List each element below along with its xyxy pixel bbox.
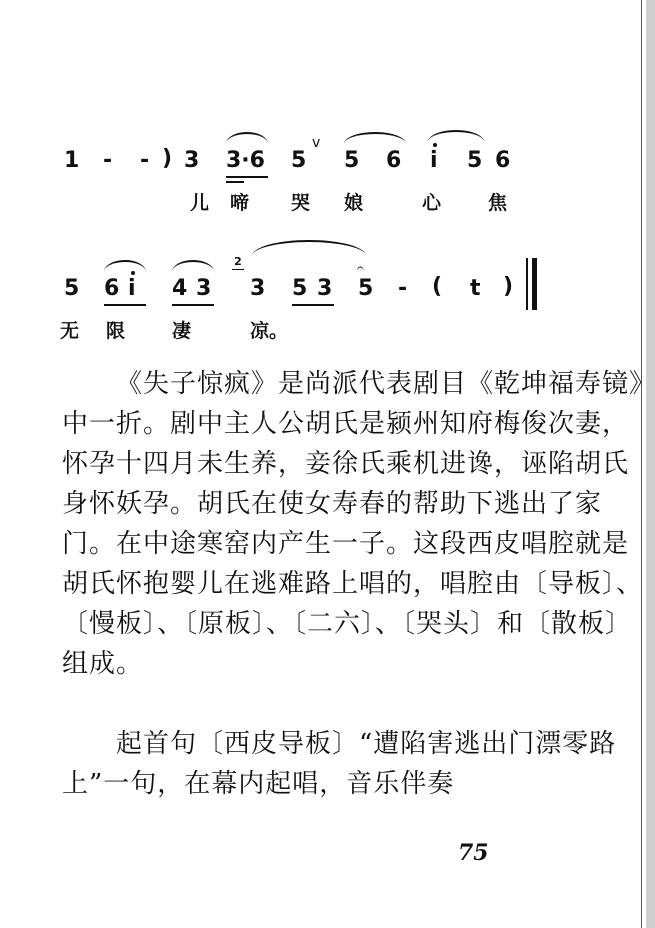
fermata-icon: 𝄐 bbox=[357, 261, 364, 275]
lyric: 哭 bbox=[291, 192, 311, 214]
note-group: 3·6 bbox=[226, 148, 265, 173]
note: 5 bbox=[291, 148, 307, 173]
slur bbox=[226, 132, 268, 144]
high-octave-dot bbox=[433, 143, 437, 147]
note: 5 bbox=[64, 276, 80, 301]
lyric: 凄 bbox=[172, 320, 192, 342]
breath-mark: v bbox=[312, 135, 321, 151]
note: 5 bbox=[467, 148, 483, 173]
grace-underline bbox=[232, 269, 244, 270]
slur bbox=[172, 260, 214, 272]
underline bbox=[292, 304, 334, 306]
note: 3 bbox=[184, 148, 200, 173]
note: i bbox=[128, 276, 136, 301]
close-paren: ) bbox=[503, 274, 514, 299]
lyric: 儿 bbox=[190, 192, 210, 214]
slur bbox=[428, 130, 484, 142]
note: 6 bbox=[386, 148, 402, 173]
lyric: 无 bbox=[60, 320, 80, 342]
dash: - bbox=[140, 148, 150, 173]
note: 1 bbox=[64, 148, 80, 173]
page-number: 75 bbox=[458, 840, 489, 866]
dash: - bbox=[103, 148, 113, 173]
note: 5 bbox=[358, 276, 374, 301]
dash: - bbox=[398, 276, 408, 301]
note: 6 bbox=[495, 148, 511, 173]
high-octave-dot bbox=[131, 271, 135, 275]
note: 4 bbox=[172, 276, 188, 301]
note-t: t bbox=[470, 276, 481, 301]
note: 6 bbox=[104, 276, 120, 301]
note: 3 bbox=[250, 276, 266, 301]
final-barline-thin bbox=[526, 258, 528, 310]
final-barline-thick bbox=[532, 258, 537, 310]
body-paragraph: 《失子惊疯》是尚派代表剧目《乾坤福寿镜》中一折。剧中主人公胡氏是颍州知府梅俊次妻，怀孕十四月未生养，妾徐氏乘机进谗，诬陷胡氏身怀妖孕。胡氏在使女寿春的帮助下逃出了家门。在中途寒窑内产生一子。这段西皮唱腔就是胡氏怀抱婴儿在逃难路上唱的，唱腔由〔导板〕、〔慢板〕、〔原板〕、〔二六〕、〔哭头〕和〔散板〕组成。 bbox=[62, 369, 644, 679]
long-slur bbox=[252, 240, 366, 256]
open-paren: ( bbox=[432, 274, 443, 299]
note: 3 bbox=[317, 276, 333, 301]
underline bbox=[226, 181, 244, 183]
page-edge-shadow bbox=[646, 0, 655, 928]
note: 5 bbox=[344, 148, 360, 173]
lyric: 啼 bbox=[230, 192, 250, 214]
lyric: 凉。 bbox=[250, 320, 289, 342]
close-paren: ) bbox=[162, 146, 173, 171]
note: 3 bbox=[196, 276, 212, 301]
underline bbox=[226, 176, 268, 178]
grace-note: 2 bbox=[234, 255, 242, 268]
lyric: 限 bbox=[106, 320, 126, 342]
note: i bbox=[430, 148, 438, 173]
lyric: 心 bbox=[422, 192, 442, 214]
note: 5 bbox=[292, 276, 308, 301]
slur bbox=[344, 132, 406, 144]
slur bbox=[104, 260, 146, 272]
body-paragraph: 起首句〔西皮导板〕“遭陷害逃出门漂零路上”一句，在幕内起唱，音乐伴奏 bbox=[62, 729, 617, 799]
underline bbox=[172, 304, 214, 306]
lyric: 焦 bbox=[488, 192, 508, 214]
lyric: 娘 bbox=[344, 192, 364, 214]
underline bbox=[104, 304, 146, 306]
